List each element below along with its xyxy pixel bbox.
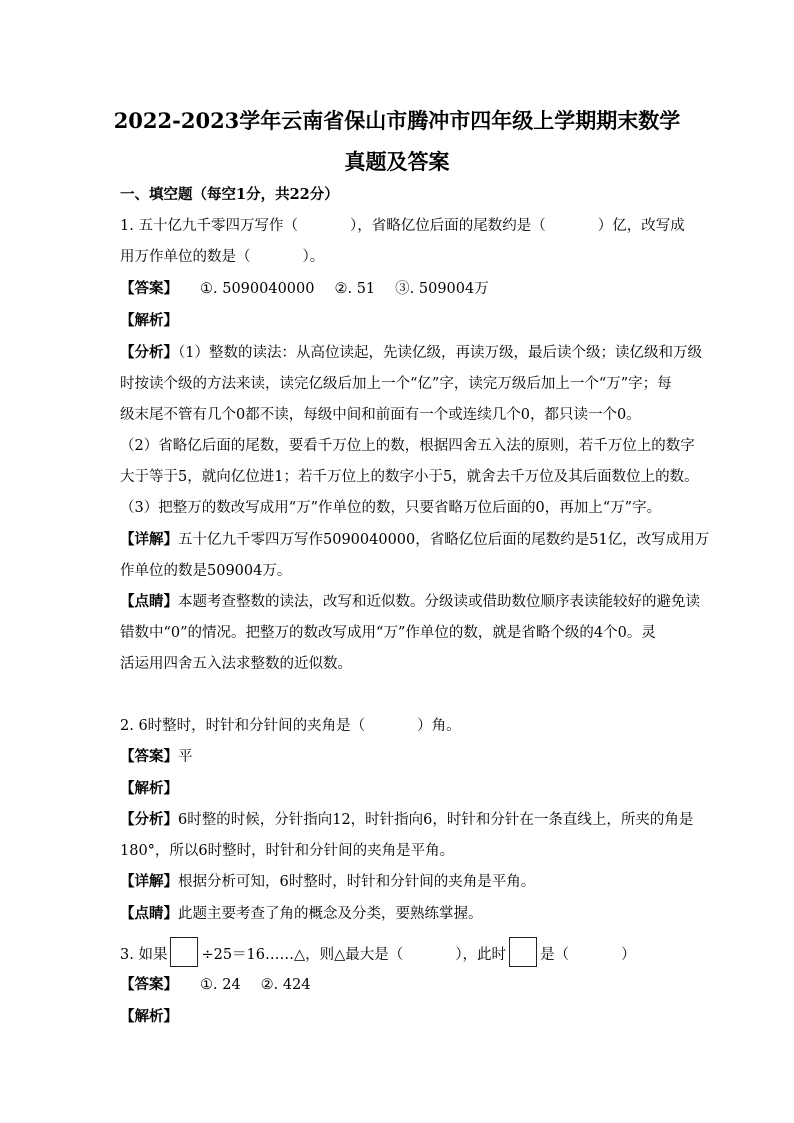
q1-fenxi-line-1 xyxy=(120,343,702,363)
q2-answer-value: 平 xyxy=(178,749,193,765)
q3-stem-text: 是（ xyxy=(540,947,570,963)
fenxi-label: 【分析】 xyxy=(120,344,178,361)
answer-label: 【答案】 xyxy=(120,748,178,765)
q1-answer-1: ①. 5090040000 xyxy=(200,281,315,297)
q3-answer xyxy=(120,975,311,995)
q3-answer-1: ①. 24 xyxy=(200,977,241,993)
q1-xiangjie-line-2: 作单位的数是509004万。 xyxy=(120,563,292,579)
fenxi-label: 【分析】 xyxy=(120,811,178,828)
dianjing-label: 【点睛】 xyxy=(120,593,178,610)
q1-fenxi-line-3: 级末尾不管有几个0都不读，每级中间和前面有一个或连续几个0，都只读一个0。 xyxy=(120,407,641,423)
q3-answer-2: ②. 424 xyxy=(260,977,311,993)
section-heading: 一、填空题（每空1分，共22分） xyxy=(120,186,339,203)
q2-stem xyxy=(120,716,461,736)
q3-stem-text: ），此时 xyxy=(455,947,507,963)
q2-dianjing-text: 此题主要考查了角的概念及分类，要熟练掌握。 xyxy=(178,906,483,922)
q3-stem-text: ） xyxy=(621,947,636,963)
q1-dianjing-line-1 xyxy=(120,592,700,612)
q2-fenxi-line-2: 180°，所以6时整时，时针和分针间的夹角是平角。 xyxy=(120,843,455,859)
q1-dianjing-line-2: 错数中“0”的情况。把整万的数改写成用“万”作单位的数，就是省略个级的4个0。灵 xyxy=(120,625,656,641)
q1-jiexi-label: 【解析】 xyxy=(120,312,178,329)
q1-stem-text: 用万作单位的数是（ xyxy=(120,249,251,265)
answer-label: 【答案】 xyxy=(120,976,178,993)
q2-stem-text: ）角。 xyxy=(417,718,461,734)
q1-stem-text: ），省略亿位后面的尾数约是（ xyxy=(349,218,546,234)
q1-stem-text: ）。 xyxy=(302,249,325,265)
q1-fenxi-line-4: （2）省略亿后面的尾数，要看千万位上的数，根据四舍五入法的原则，若千万位上的数字 xyxy=(120,438,695,454)
q1-dianjing-text: 本题考查整数的读法，改写和近似数。分级读或借助数位顺序表读能较好的避免读 xyxy=(178,594,700,610)
q2-stem-text: 2. 6时整时，时针和分针间的夹角是（ xyxy=(120,718,366,734)
xiangjie-label: 【详解】 xyxy=(120,873,178,890)
q2-xiangjie xyxy=(120,872,535,892)
q2-fenxi-line-1 xyxy=(120,810,693,830)
q1-fenxi-text: （1）整数的读法：从高位读起，先读亿级，再读万级，最后读个级；读亿级和万级 xyxy=(178,345,702,361)
q1-stem-line-1 xyxy=(120,216,685,236)
q2-jiexi-label: 【解析】 xyxy=(120,780,178,797)
q1-answer-3: ③. 509004万 xyxy=(395,281,489,297)
q2-fenxi-text: 6时整的时候，分针指向12，时针指向6，时针和分针在一条直线上，所夹的角是 xyxy=(178,812,694,828)
q1-fenxi-line-2: 时按读个级的方法来读，读完亿级后加上一个“亿”字，读完万级后加上一个“万”字；每 xyxy=(120,376,672,392)
q1-dianjing-line-3: 活运用四舍五入法求整数的近似数。 xyxy=(120,656,352,672)
q1-stem-text: 1. 五十亿九千零四万写作（ xyxy=(120,218,298,234)
xiangjie-label: 【详解】 xyxy=(120,531,178,548)
q1-xiangjie-line-1 xyxy=(120,530,709,550)
document-title-line-1: 2022-2023学年云南省保山市腾冲市四年级上学期期末数学 xyxy=(113,108,681,133)
q1-stem-text: ）亿，改写成 xyxy=(597,218,685,234)
q2-answer xyxy=(120,747,193,767)
q1-answer-2: ②. 51 xyxy=(334,281,376,297)
dianjing-label: 【点睛】 xyxy=(120,905,178,922)
q2-xiangjie-text: 根据分析可知，6时整时，时针和分针间的夹角是平角。 xyxy=(178,874,536,890)
q1-fenxi-line-6: （3）把整万的数改写成用“万”作单位的数，只要省略万位后面的0，再加上“万”字。 xyxy=(120,500,662,516)
q1-answer xyxy=(120,279,489,299)
q1-xiangjie-text: 五十亿九千零四万写作5090040000，省略亿位后面的尾数约是51亿，改写成用万 xyxy=(178,532,710,548)
q3-stem-text: 3. 如果 xyxy=(120,947,168,963)
q3-stem xyxy=(120,940,636,970)
q3-stem-text: ÷25＝16……△，则△最大是（ xyxy=(201,947,404,963)
q1-stem-line-2 xyxy=(120,247,324,267)
answer-label: 【答案】 xyxy=(120,280,178,297)
q3-square-box xyxy=(509,937,537,967)
q3-square-box xyxy=(170,937,198,967)
document-title-line-2: 真题及答案 xyxy=(344,149,450,174)
q3-jiexi-label: 【解析】 xyxy=(120,1008,178,1025)
q2-dianjing xyxy=(120,904,483,924)
q1-fenxi-line-5: 大于等于5，就向亿位进1；若千万位上的数字小于5，就舍去千万位及其后面数位上的数。 xyxy=(120,469,699,485)
